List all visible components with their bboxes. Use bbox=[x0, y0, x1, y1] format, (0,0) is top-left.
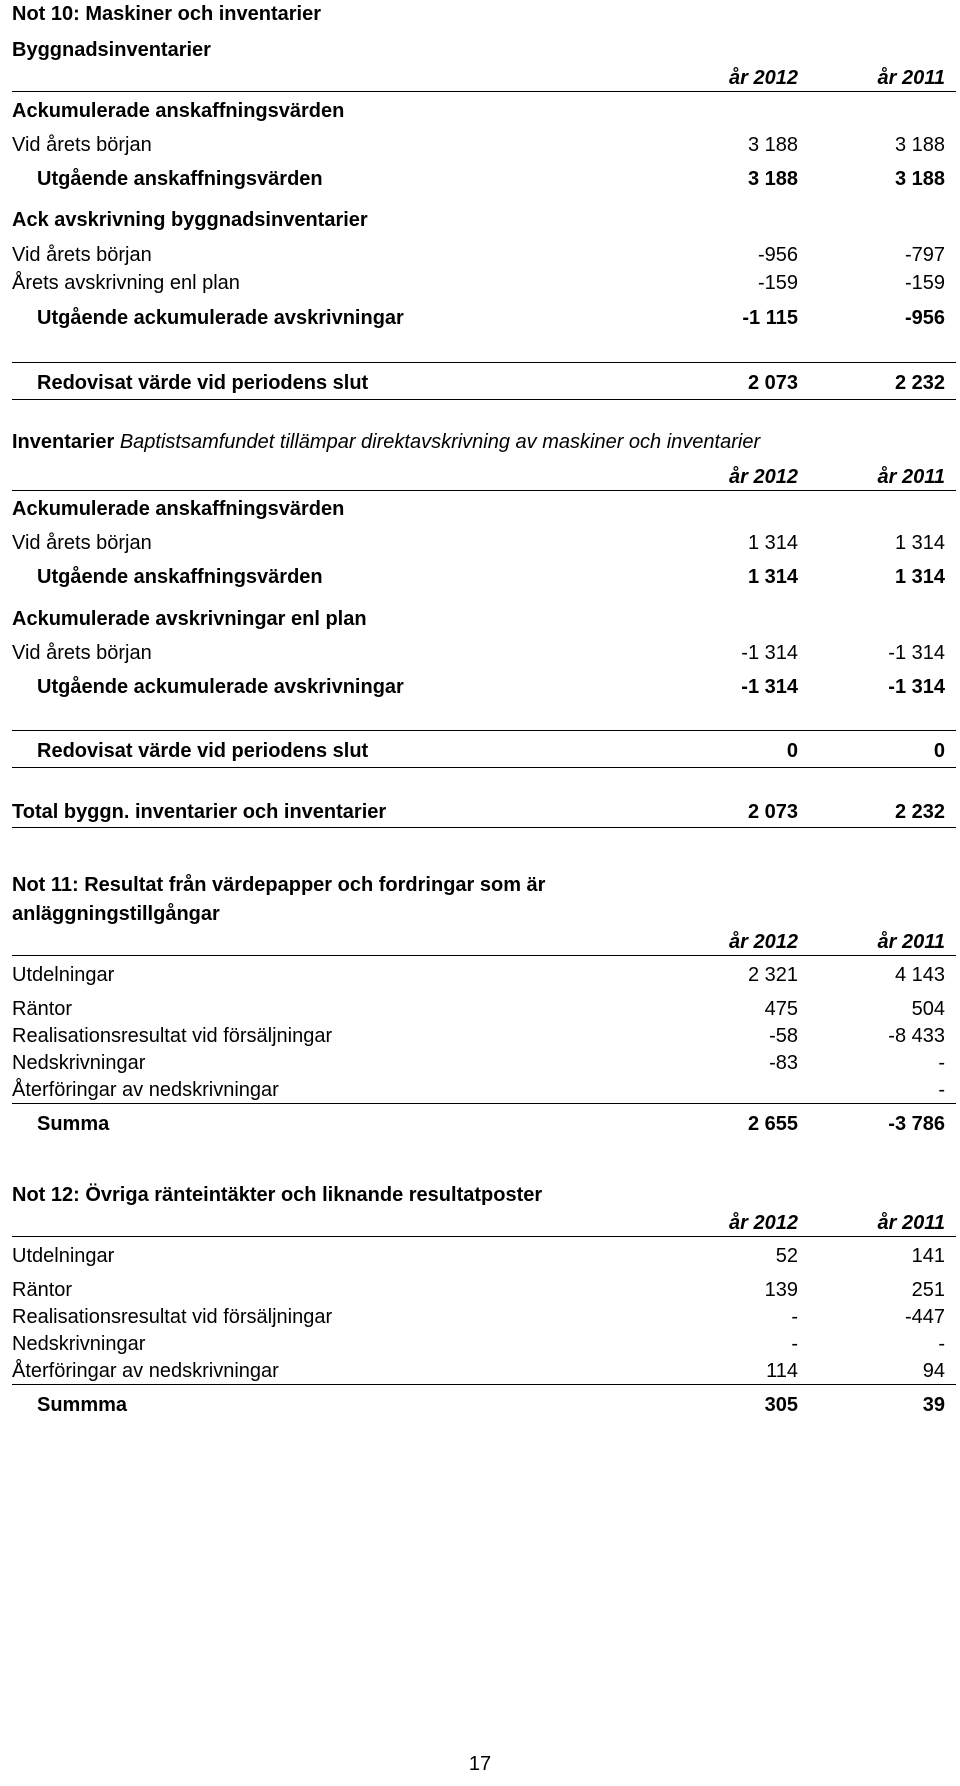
note10-title: Not 10: Maskiner och inventarier bbox=[12, 3, 321, 25]
value-2012: 1 314 bbox=[747, 566, 798, 588]
section-heading: Ackumulerade anskaffningsvärden bbox=[12, 100, 345, 122]
value-2012: 3 188 bbox=[747, 134, 798, 156]
row-label: Återföringar av nedskrivningar bbox=[12, 1360, 279, 1382]
value-2011: - bbox=[938, 1052, 945, 1074]
column-header-2012: år 2012 bbox=[729, 466, 798, 488]
value-2011: -1 314 bbox=[888, 642, 945, 664]
column-header-2011: år 2011 bbox=[877, 466, 945, 488]
value-2012: 2 321 bbox=[747, 964, 798, 986]
column-header-2012: år 2012 bbox=[729, 67, 798, 89]
value-2012: 52 bbox=[775, 1245, 798, 1267]
value-2012: 139 bbox=[764, 1279, 798, 1301]
value-2012: - bbox=[791, 1333, 798, 1355]
row-label: Utgående ackumulerade avskrivningar bbox=[37, 307, 404, 329]
row-label: Räntor bbox=[12, 1279, 73, 1301]
note12-title: Not 12: Övriga ränteintäkter och liknande resultatposter bbox=[12, 1184, 543, 1206]
page-number: 17 bbox=[468, 1753, 492, 1775]
section-heading: Ackumulerade anskaffningsvärden bbox=[12, 498, 345, 520]
value-2011: -797 bbox=[904, 244, 945, 266]
value-2012: -58 bbox=[769, 1025, 798, 1047]
row-label: Vid årets början bbox=[12, 642, 152, 664]
value-2011: -447 bbox=[904, 1306, 945, 1328]
value-2012: -1 314 bbox=[741, 642, 798, 664]
value-2011: 94 bbox=[922, 1360, 945, 1382]
value-2011: 1 314 bbox=[894, 566, 945, 588]
value-2011: 251 bbox=[911, 1279, 945, 1301]
value-2011: 2 232 bbox=[894, 372, 945, 394]
divider bbox=[12, 767, 956, 768]
section-heading: Ack avskrivning byggnadsinventarier bbox=[12, 209, 368, 231]
column-header-2011: år 2011 bbox=[877, 1212, 945, 1234]
row-label: Vid årets början bbox=[12, 134, 152, 156]
value-2011: 504 bbox=[911, 998, 945, 1020]
value-2012: -159 bbox=[757, 272, 798, 294]
row-label: Realisationsresultat vid försäljningar bbox=[12, 1025, 333, 1047]
row-label: Vid årets början bbox=[12, 244, 152, 266]
value-2011: -1 314 bbox=[888, 676, 945, 698]
divider bbox=[12, 730, 956, 731]
value-2012: 0 bbox=[786, 740, 798, 762]
row-label: Utdelningar bbox=[12, 964, 115, 986]
row-label: Utgående anskaffningsvärden bbox=[37, 566, 323, 588]
row-label: Nedskrivningar bbox=[12, 1052, 146, 1074]
value-2012: -956 bbox=[757, 244, 798, 266]
divider bbox=[12, 91, 956, 92]
value-2011: - bbox=[938, 1333, 945, 1355]
row-label: Nedskrivningar bbox=[12, 1333, 146, 1355]
value-2011: -3 786 bbox=[888, 1113, 945, 1135]
value-2011: 4 143 bbox=[894, 964, 945, 986]
value-2011: 39 bbox=[922, 1394, 945, 1416]
value-2011: 0 bbox=[933, 740, 945, 762]
row-label: Årets avskrivning enl plan bbox=[12, 272, 240, 294]
divider bbox=[12, 362, 956, 363]
row-label: Summa bbox=[37, 1113, 110, 1135]
divider bbox=[12, 399, 956, 400]
divider bbox=[12, 955, 956, 956]
divider bbox=[12, 827, 956, 828]
value-2012: -1 314 bbox=[741, 676, 798, 698]
value-2012: 2 073 bbox=[747, 801, 798, 823]
value-2011: -8 433 bbox=[888, 1025, 945, 1047]
row-label: Återföringar av nedskrivningar bbox=[12, 1079, 279, 1101]
column-header-2012: år 2012 bbox=[729, 1212, 798, 1234]
row-label: Total byggn. inventarier och inventarier bbox=[12, 801, 387, 823]
value-2012: 2 073 bbox=[747, 372, 798, 394]
inventarier-heading: Inventarier bbox=[12, 431, 115, 453]
row-label: Räntor bbox=[12, 998, 73, 1020]
divider bbox=[12, 1103, 956, 1104]
value-2011: 3 188 bbox=[894, 134, 945, 156]
value-2011: 2 232 bbox=[894, 801, 945, 823]
inventarier-heading-line bbox=[12, 430, 760, 454]
byggnad-heading: Byggnadsinventarier bbox=[12, 39, 211, 61]
value-2011: 3 188 bbox=[894, 168, 945, 190]
value-2011: -956 bbox=[904, 307, 945, 329]
column-header-2011: år 2011 bbox=[877, 931, 945, 953]
row-label: Realisationsresultat vid försäljningar bbox=[12, 1306, 333, 1328]
row-label: Redovisat värde vid periodens slut bbox=[37, 372, 369, 394]
column-header-2011: år 2011 bbox=[877, 67, 945, 89]
value-2012: 2 655 bbox=[747, 1113, 798, 1135]
note11-title-line1: Not 11: Resultat från värdepapper och fordringar som är bbox=[12, 874, 546, 896]
divider bbox=[12, 490, 956, 491]
value-2011: 1 314 bbox=[894, 532, 945, 554]
row-label: Utdelningar bbox=[12, 1245, 115, 1267]
value-2012: 3 188 bbox=[747, 168, 798, 190]
row-label: Utgående ackumulerade avskrivningar bbox=[37, 676, 404, 698]
value-2012: 1 314 bbox=[747, 532, 798, 554]
value-2011: - bbox=[938, 1079, 945, 1101]
row-label: Vid årets början bbox=[12, 532, 152, 554]
value-2012: -83 bbox=[769, 1052, 798, 1074]
value-2011: -159 bbox=[904, 272, 945, 294]
value-2011: 141 bbox=[911, 1245, 945, 1267]
row-label: Redovisat värde vid periodens slut bbox=[37, 740, 369, 762]
row-label: Summma bbox=[37, 1394, 128, 1416]
divider bbox=[12, 1384, 956, 1385]
inventarier-note: Baptistsamfundet tillämpar direktavskrivning av maskiner och inventarier bbox=[119, 431, 761, 453]
value-2012: 475 bbox=[764, 998, 798, 1020]
row-label: Utgående anskaffningsvärden bbox=[37, 168, 323, 190]
note11-title-line2: anläggningstillgångar bbox=[12, 903, 220, 925]
value-2012: 305 bbox=[764, 1394, 798, 1416]
section-heading: Ackumulerade avskrivningar enl plan bbox=[12, 608, 367, 630]
value-2012: - bbox=[791, 1306, 798, 1328]
value-2012: 114 bbox=[766, 1360, 798, 1382]
column-header-2012: år 2012 bbox=[729, 931, 798, 953]
divider bbox=[12, 1236, 956, 1237]
value-2012: -1 115 bbox=[742, 307, 798, 329]
